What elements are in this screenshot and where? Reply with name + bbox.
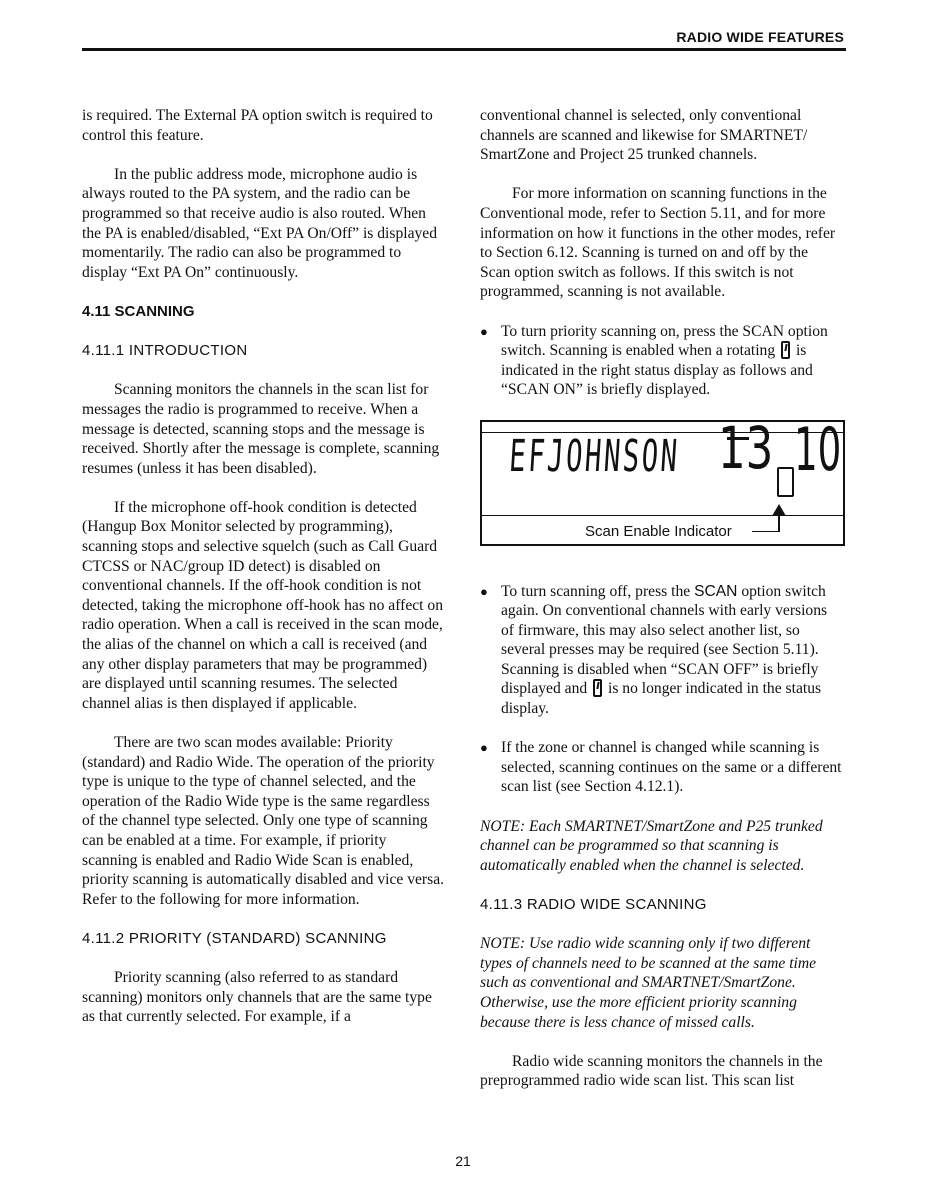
lcd-screen	[482, 413, 843, 516]
bullet-icon: ●	[480, 740, 488, 756]
left-column	[82, 106, 444, 1047]
paragraph: Scanning monitors the channels in the scan list for messages the radio is programmed to receive. When a message is detected, scanning stops and the message is received. Shortly after the message is complete, scanning resumes (unless it has been disabled).	[82, 381, 440, 477]
bullet-text: To turn priority scanning on, press the SCAN option switch. Scanning is enabled when a rotating	[501, 322, 828, 360]
lcd-alias-text: EFJOHNSON	[507, 430, 682, 482]
bullet-item	[480, 738, 842, 797]
bullet-item	[480, 322, 842, 400]
scan-enable-indicator-icon	[777, 467, 794, 497]
arrow-up-icon	[772, 504, 786, 516]
paragraph: Radio wide scanning monitors the channels in the preprogrammed radio wide scan list. This scan list	[480, 1052, 823, 1090]
note: NOTE: Each SMARTNET/SmartZone and P25 trunked channel can be programmed so that scanning is automatically enabled when the channel is selected.	[480, 817, 823, 874]
subsection-heading: 4.11.2 PRIORITY (STANDARD) SCANNING	[82, 929, 387, 947]
right-column	[480, 106, 842, 1111]
paragraph: There are two scan modes available: Priority (standard) and Radio Wide. The operation of the priority type is unique to the type of channel selected, and the operation of the Radio Wide type is the same regardless of the channel type selected. Only one type of scanning can be enabled at a time. For example, if priority scanning is enabled and Radio Wide Scan is enabled, priority scanning is automatically disabled and vice versa. Refer to the following for more information.	[82, 734, 445, 908]
bullet-text: is no longer indicated in the status display.	[501, 680, 822, 718]
paragraph: If the microphone off-hook condition is detected (Hangup Box Monitor selected by programming), scanning stops and selective squelch (such as Call Guard CTCSS or NAC/group ID detect) is disabled on conventional channels. If the off-hook condition is not detected, taking the microphone off-hook has no affect on radio operation. When a call is received in the scan mode, the alias of the channel on which a call is received (and any other display parameters that may be programmed) are displayed until scanning resumes. The selected channel alias is then displayed if applicable.	[82, 498, 443, 712]
subsection-heading: 4.11.3 RADIO WIDE SCANNING	[480, 896, 707, 913]
lcd-zone-number: 10	[794, 414, 842, 485]
section-heading: 4.11 SCANNING	[82, 302, 195, 320]
scan-indicator-icon	[593, 679, 602, 697]
note: NOTE: Use radio wide scanning only if two different types of channels need to be scanned at the same time such as conventional and SMARTNET/SmartZone. Otherwise, use the more efficient priority scanning because there is less chance of missed calls.	[480, 935, 817, 1031]
bullet-icon: ●	[480, 323, 488, 339]
arrow-line	[752, 531, 778, 532]
paragraph: Priority scanning (also referred to as standard scanning) monitors only channels that are the same type as that currently selected. For example, if a	[82, 969, 432, 1026]
page-number: 21	[455, 1153, 471, 1169]
paragraph: In the public address mode, microphone audio is always routed to the PA system, and the radio can be programmed so that receive audio is also routed. When the PA is enabled/disabled, “Ext PA On/Off” is displayed momentarily. The radio can also be programmed to display “Ext PA On” continuously.	[82, 165, 438, 281]
bullet-text: If the zone or channel is changed while scanning is selected, scanning continues on the same or a different scan list (see Section 4.12.1).	[501, 739, 842, 796]
bullet-text: To turn scanning off, press the	[501, 582, 691, 600]
figure-label: Scan Enable Indicator	[585, 522, 732, 540]
running-header: RADIO WIDE FEATURES	[676, 29, 844, 45]
lcd-channel-number: 13	[718, 413, 774, 482]
lcd-display-figure	[480, 413, 845, 546]
bullet-icon: ●	[480, 583, 488, 599]
bullet-text: is indicated in the right status display as follows and “SCAN ON” is briefly displayed.	[501, 342, 813, 399]
bullet-text: option switch again. On conventional channels with early versions of firmware, this may also select another list, so several presses may be required (see Section 5.11). Scanning is disabled when “SCAN OFF” is briefly displayed and	[501, 582, 828, 698]
bullet-item	[480, 582, 842, 719]
paragraph: For more information on scanning functions in the Conventional mode, refer to Section 5.11, and for more information on how it functions in the other modes, refer to Section 6.12. Scanning is turned on and off by the Scan option switch as follows. If this switch is not programmed, scanning is not available.	[480, 185, 836, 301]
header-rule	[82, 48, 846, 51]
subsection-heading: 4.11.1 INTRODUCTION	[82, 342, 248, 360]
paragraph: is required. The External PA option switch is required to control this feature.	[82, 107, 433, 144]
paragraph: conventional channel is selected, only conventional channels are scanned and likewise for SMARTNET/ SmartZone and Project 25 trunked channels.	[480, 107, 808, 164]
bullet-text: SCAN	[694, 582, 738, 600]
scan-indicator-icon	[781, 341, 790, 359]
